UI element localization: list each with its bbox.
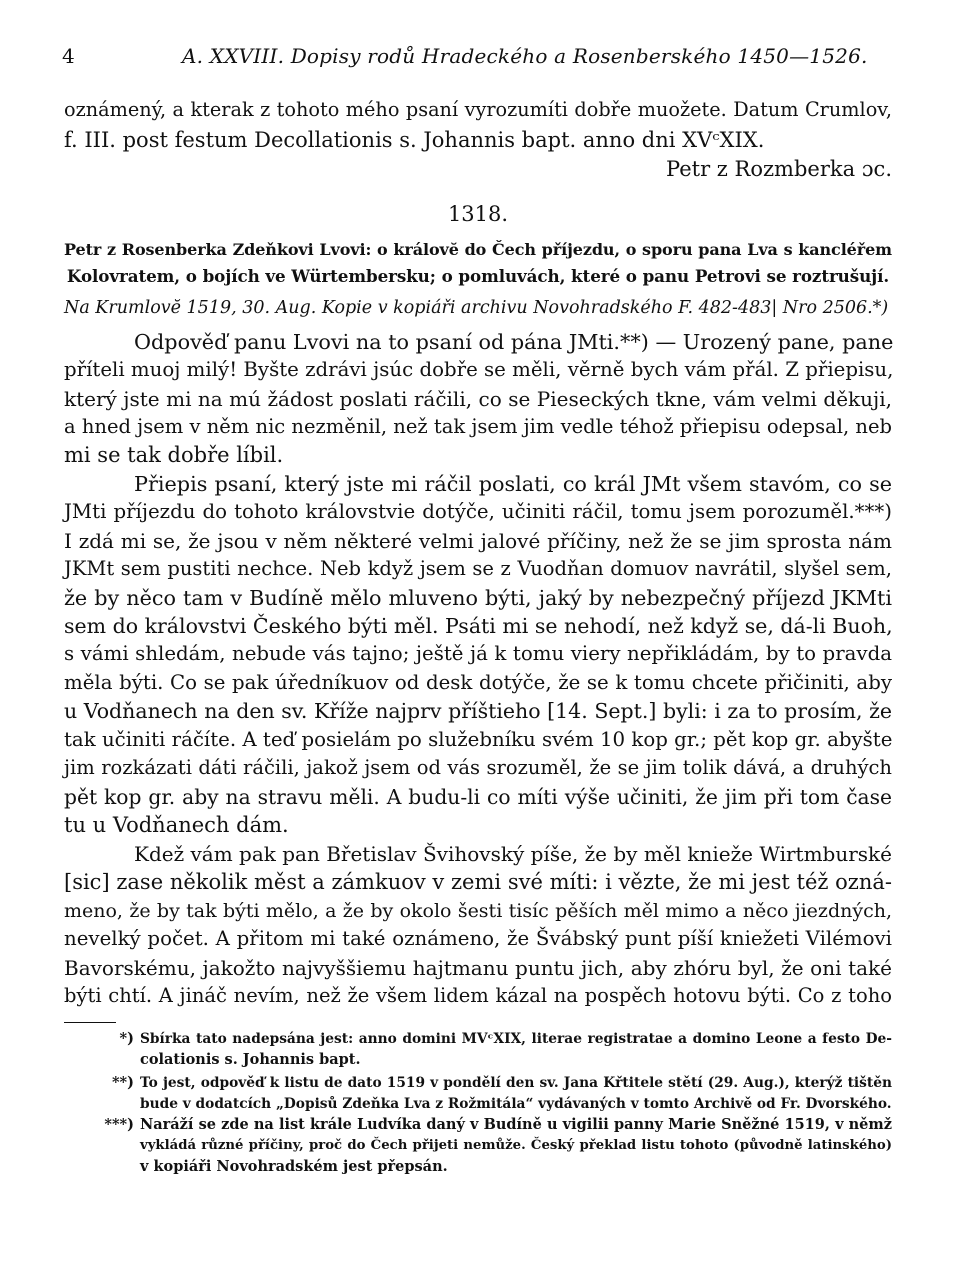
- body-line: meno, že by tak býti mělo, a že by okolo šesti tisíc pěších měl mimo a něco jiezdných,: [64, 900, 892, 922]
- body-line: příteli muoj milý! Byšte zdrávi jsúc dobře se měli, věrně bych vám přál. Z přiepisu,: [64, 358, 894, 381]
- body-line: nevelký počet. A přitom mi také oznámeno, že Švábský punt píší kniežeti Vilémovi: [64, 927, 892, 950]
- body-line: a hned jsem v něm nic nezměnil, než tak jsem jim vedle téhož přiepisu odepsal, neb: [64, 415, 892, 438]
- body-line: Odpověď panu Lvovi na to psaní od pána JMti.**) — Urozený pane, pane: [134, 330, 894, 354]
- body-line: [sic] zase několik měst a zámkuov v zemi své míti: i vězte, že mi jest též ozná-: [64, 870, 892, 894]
- prev-letter-line: f. III. post festum Decollationis s. Johannis bapt. anno dni XVᶜXIX.: [64, 128, 765, 152]
- body-line: sem do královstvi Českého býti měl. Psáti mi se nehodí, než když se, dá-li Buoh,: [64, 614, 893, 638]
- body-line: JMti příjezdu do tohoto královstvie dotýče, učiniti ráčil, tomu jsem porozuměl.***): [64, 500, 892, 523]
- regest-line: Kolovratem, o bojích ve Würtembersku; o pomluvách, které o panu Petrovi se roztrušují.: [66, 266, 890, 286]
- footnote-rule: [64, 1022, 116, 1023]
- footnote-line: colationis s. Johannis bapt.: [140, 1051, 361, 1068]
- footnote-mark: ***): [104, 1116, 134, 1133]
- footnote-line: Sbírka tato nadepsána jest: anno domini MVᶜXIX, literae registratae a domino Leone a festo De-: [140, 1031, 892, 1047]
- body-line: měla býti. Co se pak úředníkuov od desk dotýče, že se k tomu chcete přičiniti, aby: [64, 671, 892, 694]
- body-line: u Vodňanech na den sv. Kříže najprv příštieho [14. Sept.] byli: i za to prosím, že: [64, 699, 892, 723]
- footnote-line: To jest, odpověď k listu de dato 1519 v pondělí den sv. Jana Křtitele stětí (29. Aug.), kterýž tištěn: [140, 1075, 892, 1091]
- dateline: Na Krumlovĕ 1519, 30. Aug. Kopie v kopiáři archivu Novohradského F. 482-483| Nro 2506.*): [64, 298, 889, 318]
- document-number: 1318.: [447, 202, 509, 226]
- body-line: tak učiniti ráčíte. A teď posielám po služebníku svém 10 kop gr.; pět kop gr. abyšte: [64, 728, 893, 751]
- body-line: mi se tak dobře líbil.: [64, 443, 284, 467]
- body-line: býti chtí. A jináč nevím, než že všem lidem kázal na pospěch hotovu býti. Co z toho: [64, 984, 892, 1007]
- footnote-line: vykládá různé příčiny, proč do Čech přijeti nemůže. Český překlad listu tohoto (původně latinského): [140, 1138, 892, 1153]
- footnote-line: v kopiáři Novohradském jest přepsán.: [140, 1158, 448, 1175]
- page-number: 4: [62, 44, 75, 68]
- body-line: tu u Vodňanech dám.: [64, 813, 289, 837]
- footnote-line: bude v dodatcích „Dopisů Zdeňka Lva z Rožmitála“ vydávaných v tomto Archivě od Fr. Dvorského.: [140, 1096, 892, 1112]
- body-line: s vámi shledám, nebude vás tajno; ještě já k tomu viery nepřikládám, by to pravda: [64, 642, 892, 665]
- body-line: Kdež vám pak pan Břetislav Švihovský píše, že by měl knieže Wirtmburské: [134, 842, 892, 866]
- footnote-mark: **): [111, 1074, 134, 1091]
- footnote-line: Naráží se zde na list krále Ludvíka daný v Budíně u vigilii panny Marie Sněžné 1519, v němž: [140, 1116, 892, 1133]
- body-line: Bavorskému, jakožto najvyššiemu hajtmanu puntu jich, aby zhóru byl, že oni také: [64, 956, 892, 980]
- body-line: I zdá mi se, že jsou v něm některé velmi jalové příčiny, než že se jim sprosta nám: [64, 529, 892, 553]
- running-header: [62, 44, 902, 72]
- prev-letter-line: oznámený, a kterak z tohoto mého psaní vyrozumíti dobře muožete. Datum Crumlov,: [64, 98, 892, 121]
- body-line: který jste mi na mú žádost poslati ráčili, co se Pieseckých tkne, vám velmi děkuji,: [64, 387, 892, 411]
- signature: Petr z Rozmberka ɔc.: [666, 157, 892, 181]
- footnote-mark: *): [119, 1030, 134, 1047]
- running-title: A. XXVIII. Dopisy rodů Hradeckého a Rosenberského 1450—1526.: [182, 44, 868, 68]
- body-line: jim rozkázati dáti ráčili, jakož jsem od vás srozuměl, že se jim tolik dává, a druhých: [64, 756, 892, 779]
- body-line: pět kop gr. aby na stravu měli. A budu-li co míti výše učiniti, že jim při tom čase: [64, 785, 892, 809]
- body-line: JKMt sem pustiti nechce. Neb když jsem se z Vuodňan domuov navrátil, slyšel sem,: [64, 557, 892, 580]
- regest-line: Petr z Rosenberka Zdeňkovi Lvovi: o královĕ do Čech příjezdu, o sporu pana Lva s kancléřem: [64, 240, 892, 259]
- body-line: že by něco tam v Budíně mělo mluveno býti, jaký by nebezpečný příjezd JKMti: [64, 586, 892, 610]
- body-line: Přiepis psaní, který jste mi ráčil poslati, co král JMt všem stavóm, co se: [134, 472, 892, 496]
